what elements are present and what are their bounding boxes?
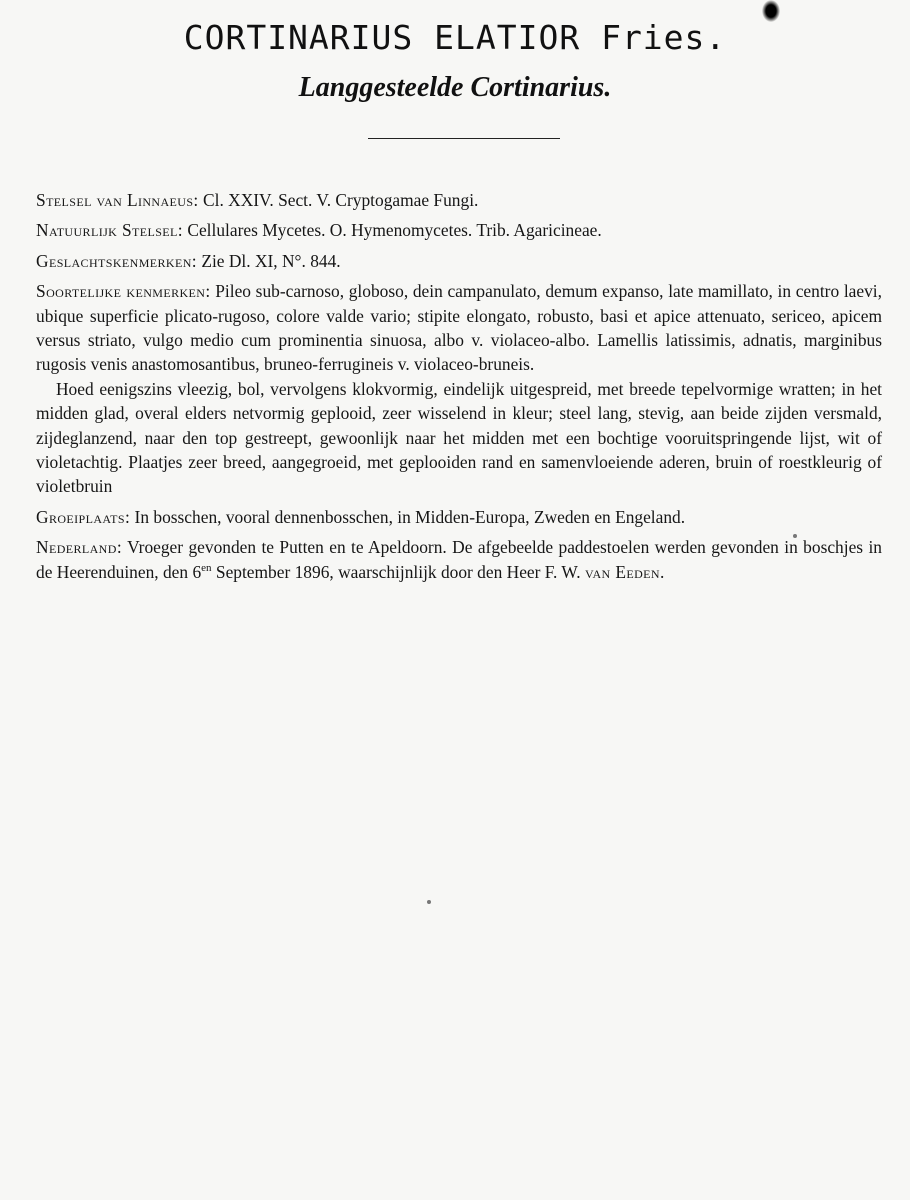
genus-line: [36, 249, 882, 273]
habitat-text: In bosschen, vooral dennenbosschen, in Midden-Europa, Zweden en Engeland.: [130, 506, 686, 527]
species-paragraph: [36, 279, 882, 377]
habitat-label: Groeiplaats:: [36, 506, 131, 527]
ordinal-suffix: en: [201, 561, 212, 574]
netherlands-end: .: [659, 561, 665, 582]
netherlands-paragraph: [36, 535, 882, 584]
common-name-subtitle: Langgesteelde Cortinarius.: [298, 72, 612, 103]
habitat-paragraph: [36, 505, 882, 529]
genus-label: Geslachtskenmerken:: [36, 250, 197, 271]
netherlands-text-a: Vroeger gevonden te Putten en te Apeldoorn. De afgebeelde paddestoelen werden gevonden in boschjes in de Heerenduinen, den 6: [36, 537, 882, 582]
natural-system-line: [36, 218, 882, 242]
dutch-description-paragraph: Hoed eenigszins vleezig, bol, vervolgens klokvormig, eindelijk uitgespreid, met breede tepelvormige wratten; in het midden glad, overal elders netvormig geplooid, zeer wisselend in kleur; steel lang, stevig, aan beide zijden versmald, zijdeglanzend, naar den top gestreept, gewoonlijk naar het midden met een bochtige vooruitspringende lijst, wit of violetachtig. Plaatjes zeer breed, aangegroeid, met geplooiden rand en samenvloeiende aderen, bruin of roestkleurig of violetbruin: [36, 378, 882, 497]
species-text: Pileo sub-carnoso, globoso, dein campanulato, demum expanso, late mamillato, in centro laevi, ubique superficie plicato-rugoso, colore valde vario; stipite elongato, robusto, basi et apice attenuato, sericeo, apicem versus striato, vulgo medio cum prominentia sinuosa, albo v. violaceo-albo. Lamellis latissimis, adnatis, marginibus rugosis venis anastomosantibus, bruneo-ferrugineis v. violaceo-bruneis.: [36, 281, 882, 375]
netherlands-text-b: September 1896, waarschijnlijk door den Heer F. W.: [211, 561, 585, 582]
netherlands-label: Nederland:: [36, 537, 123, 558]
species-label: Soortelijke kenmerken:: [36, 281, 211, 302]
document-body: [36, 188, 882, 584]
natural-system-text: Cellulares Mycetes. O. Hymenomycetes. Trib. Agaricineae.: [183, 220, 602, 241]
paper-speck: [427, 900, 431, 904]
collector-name: van Eeden: [584, 561, 660, 582]
genus-text: Zie Dl. XI, N°. 844.: [197, 250, 341, 271]
linnaeus-text: Cl. XXIV. Sect. V. Cryptogamae Fungi.: [198, 190, 479, 210]
title-divider: [368, 138, 560, 139]
linnaeus-line: [36, 188, 882, 212]
natural-system-label: Natuurlijk Stelsel:: [36, 220, 183, 241]
linnaeus-label: Stelsel van Linnaeus:: [36, 190, 199, 210]
species-title: CORTINARIUS ELATIOR Fries.: [183, 18, 727, 57]
